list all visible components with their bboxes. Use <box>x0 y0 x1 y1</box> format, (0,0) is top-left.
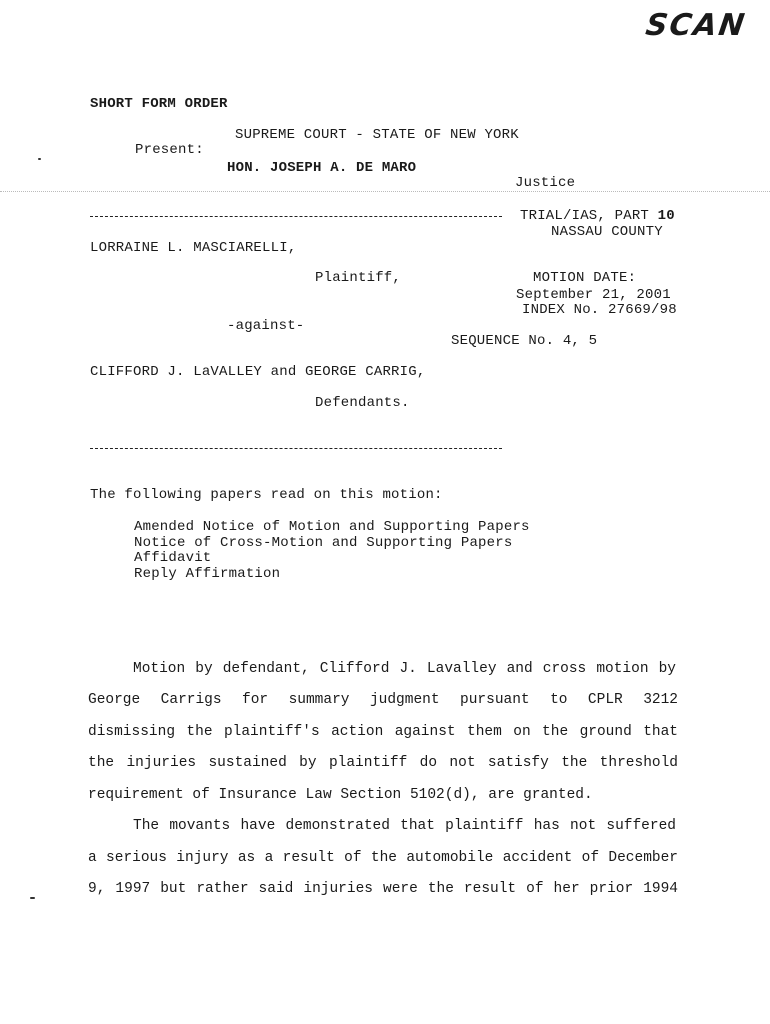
motion-date-label: MOTION DATE: <box>533 270 637 286</box>
plaintiff-role: Plaintiff, <box>315 270 402 286</box>
body-line: 9, 1997 but rather said injuries were the result of her prior 1994 <box>88 881 678 897</box>
present-label: Present: <box>135 142 204 158</box>
body-line: requirement of Insurance Law Section 5102(d), are granted. <box>88 787 593 803</box>
defendants-role: Defendants. <box>315 395 410 411</box>
caption-top-rule <box>90 216 502 217</box>
scan-artifact-line <box>0 191 770 192</box>
body-line: the injuries sustained by plaintiff do not satisfy the threshold <box>88 755 678 771</box>
body-line: The movants have demonstrated that plaintiff has not suffered <box>133 818 676 834</box>
judge-name: HON. JOSEPH A. DE MARO <box>227 160 417 176</box>
body-line: dismissing the plaintiff's action against them on the ground that <box>88 724 678 740</box>
motion-date: September 21, 2001 <box>516 287 671 303</box>
part-line <box>520 208 675 224</box>
scan-speck <box>38 158 41 160</box>
judge-title: Justice <box>515 175 576 191</box>
papers-intro: The following papers read on this motion: <box>90 487 443 503</box>
papers-item: Reply Affirmation <box>134 566 281 582</box>
index-number: INDEX No. 27669/98 <box>522 302 677 318</box>
caption-bottom-rule <box>90 448 502 449</box>
body-line: a serious injury as a result of the automobile accident of December <box>88 850 678 866</box>
county: NASSAU COUNTY <box>551 224 663 240</box>
papers-item: Amended Notice of Motion and Supporting Papers <box>134 519 530 535</box>
sequence-number: SEQUENCE No. 4, 5 <box>451 333 598 349</box>
handwritten-scan-mark: SCAN <box>643 8 749 43</box>
body-line: Motion by defendant, Clifford J. Lavalley and cross motion by <box>133 661 676 677</box>
form-title: SHORT FORM ORDER <box>90 96 228 112</box>
papers-item: Affidavit <box>134 550 212 566</box>
body-line: George Carrigs for summary judgment pursuant to CPLR 3212 <box>88 692 678 708</box>
plaintiff-name: LORRAINE L. MASCIARELLI, <box>90 240 297 256</box>
part-number: 10 <box>657 208 675 224</box>
against-label: -against- <box>227 318 305 334</box>
court-name: SUPREME COURT - STATE OF NEW YORK <box>235 127 519 143</box>
papers-item: Notice of Cross-Motion and Supporting Papers <box>134 535 513 551</box>
defendants-names: CLIFFORD J. LaVALLEY and GEORGE CARRIG, <box>90 364 426 380</box>
part-label: TRIAL/IAS, PART <box>520 208 650 224</box>
scan-speck <box>30 897 35 899</box>
